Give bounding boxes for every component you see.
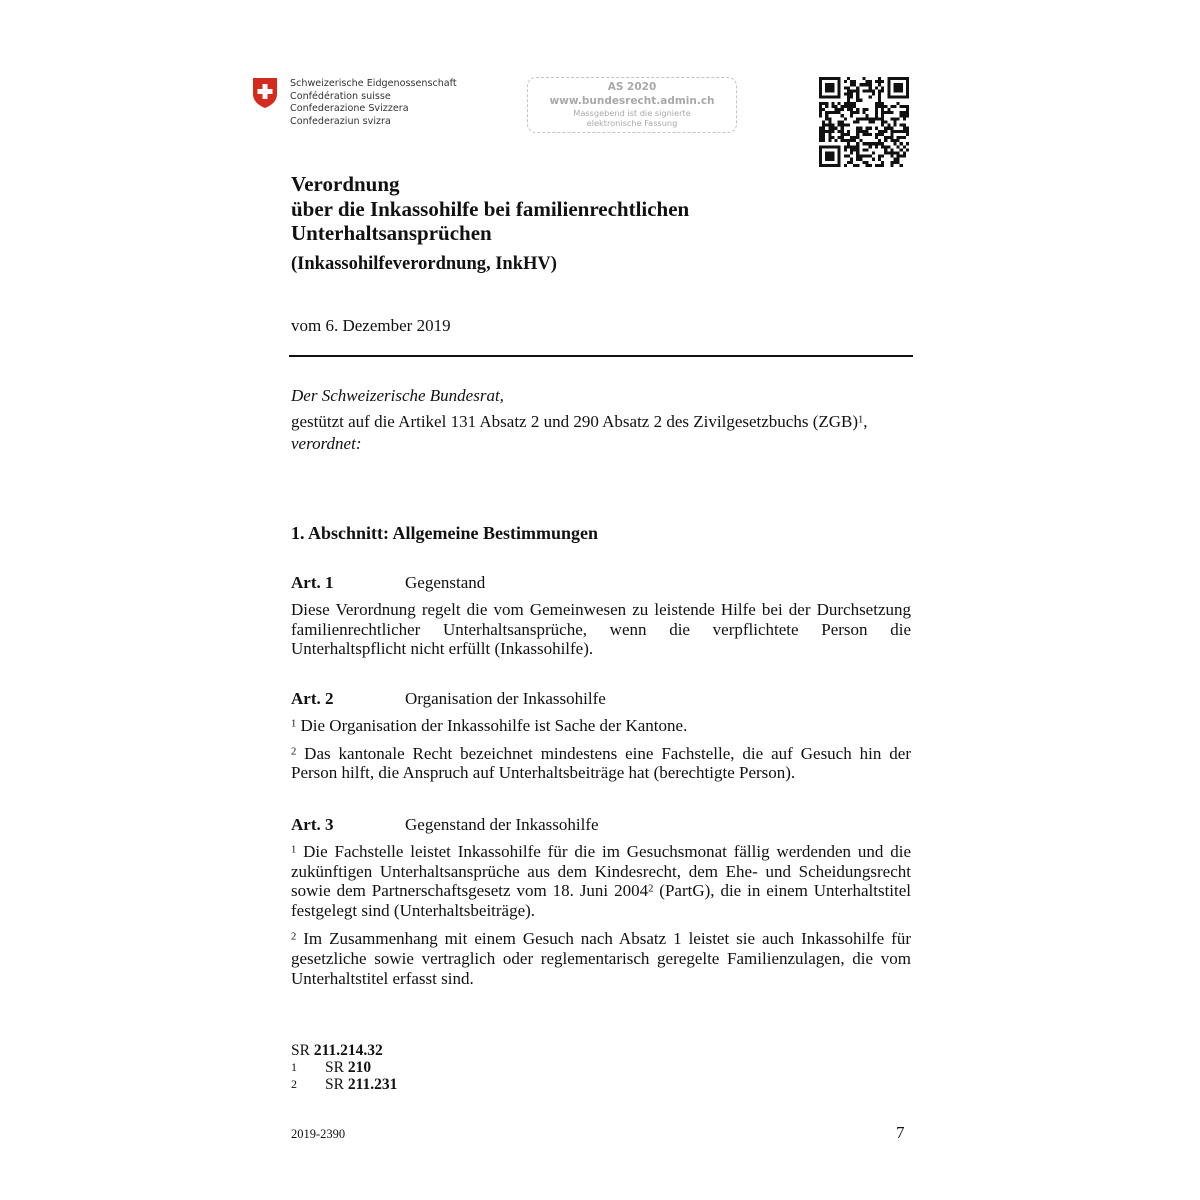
footnote-item: 2 SR 211.231	[291, 1076, 398, 1093]
article-paragraph: $^2$ Das kantonale Recht bezeichnet mindestens eine Fachstelle, die auf Gesuch hin der Person hilft, die Anspruch auf Unterhaltsbeiträge hat (berechtigte Person).	[291, 743, 911, 783]
article-paragraph: $^2$ Im Zusammenhang mit einem Gesuch nach Absatz 1 leistet sie auch Inkassohilfe für gesetzliche sowie vertraglich oder reglementarisch geregelte Familienzulagen, die vom Unterhaltstitel erfasst sind.	[291, 928, 911, 988]
federal-administration-name: Schweizerische Eidgenossenschaft Confédération suisse Confederazione Svizzera Confederaziun svizra	[290, 78, 457, 127]
footnote-item: 1 SR 210	[291, 1059, 372, 1076]
section-heading: 1. Abschnitt: Allgemeine Bestimmungen	[291, 523, 599, 543]
title-abbreviation: (Inkassohilfeverordnung, InkHV)	[291, 254, 557, 274]
article-heading: Gegenstand	[405, 573, 486, 592]
qr-code-icon	[819, 77, 909, 167]
document-title: Verordnung über die Inkassohilfe bei familienrechtlichen Unterhaltsansprüchen	[291, 172, 690, 245]
footnote-ref[interactable]: 1	[858, 414, 864, 426]
document-number: 2019-2390	[291, 1127, 346, 1141]
sr-number: SR 211.214.32	[291, 1042, 383, 1059]
footnotes	[291, 1042, 397, 1093]
swiss-crest-icon	[252, 77, 278, 109]
article-2	[291, 689, 911, 791]
article-1	[291, 573, 911, 667]
article-heading: Organisation der Inkassohilfe	[405, 689, 606, 708]
article-paragraph: $^1$ Die Fachstelle leistet Inkassohilfe für die im Gesuchsmonat fällig werdenden und die zukünftigen Unterhaltsansprüche aus dem Kindesrecht, dem Ehe- und Scheidungsrecht sowie dem Partnerschaftsgesetz vom 18. Juni 2004$^2$ (PartG), die in einem Unterhaltstitel festgelegt sind (Unterhaltsbeiträge).	[291, 841, 912, 921]
article-number: Art. 1	[291, 573, 334, 592]
article-paragraph: Diese Verordnung regelt die vom Gemeinwesen zu leistende Hilfe bei der Durchsetzung familienrechtlicher Unterhaltsansprüche, wenn die verpflichtete Person die Unterhaltspflicht nicht erfüllt (Inkassohilfe).	[291, 599, 911, 659]
article-heading: Gegenstand der Inkassohilfe	[405, 815, 599, 834]
page-number: 7	[896, 1123, 905, 1142]
title-divider	[289, 355, 913, 357]
preamble-basis: gestützt auf die Artikel 131 Absatz 2 und 290 Absatz 2 des Zivilgesetzbuchs (ZGB)$^1$,	[291, 412, 868, 431]
article-paragraph: $^1$ Die Organisation der Inkassohilfe ist Sache der Kantone.	[291, 715, 688, 735]
article-number: Art. 2	[291, 689, 334, 708]
document-date: vom 6. Dezember 2019	[291, 316, 451, 335]
article-3	[291, 815, 911, 996]
article-number: Art. 3	[291, 815, 334, 834]
preamble-authority: Der Schweizerische Bundesrat,	[291, 386, 504, 405]
preamble-decree: verordnet:	[291, 434, 362, 453]
official-stamp: AS 2020 www.bundesrecht.admin.ch Massgebend ist die signierte elektronische Fassung	[527, 77, 737, 133]
footnote-ref[interactable]: 2	[648, 883, 654, 895]
preamble	[291, 386, 911, 454]
